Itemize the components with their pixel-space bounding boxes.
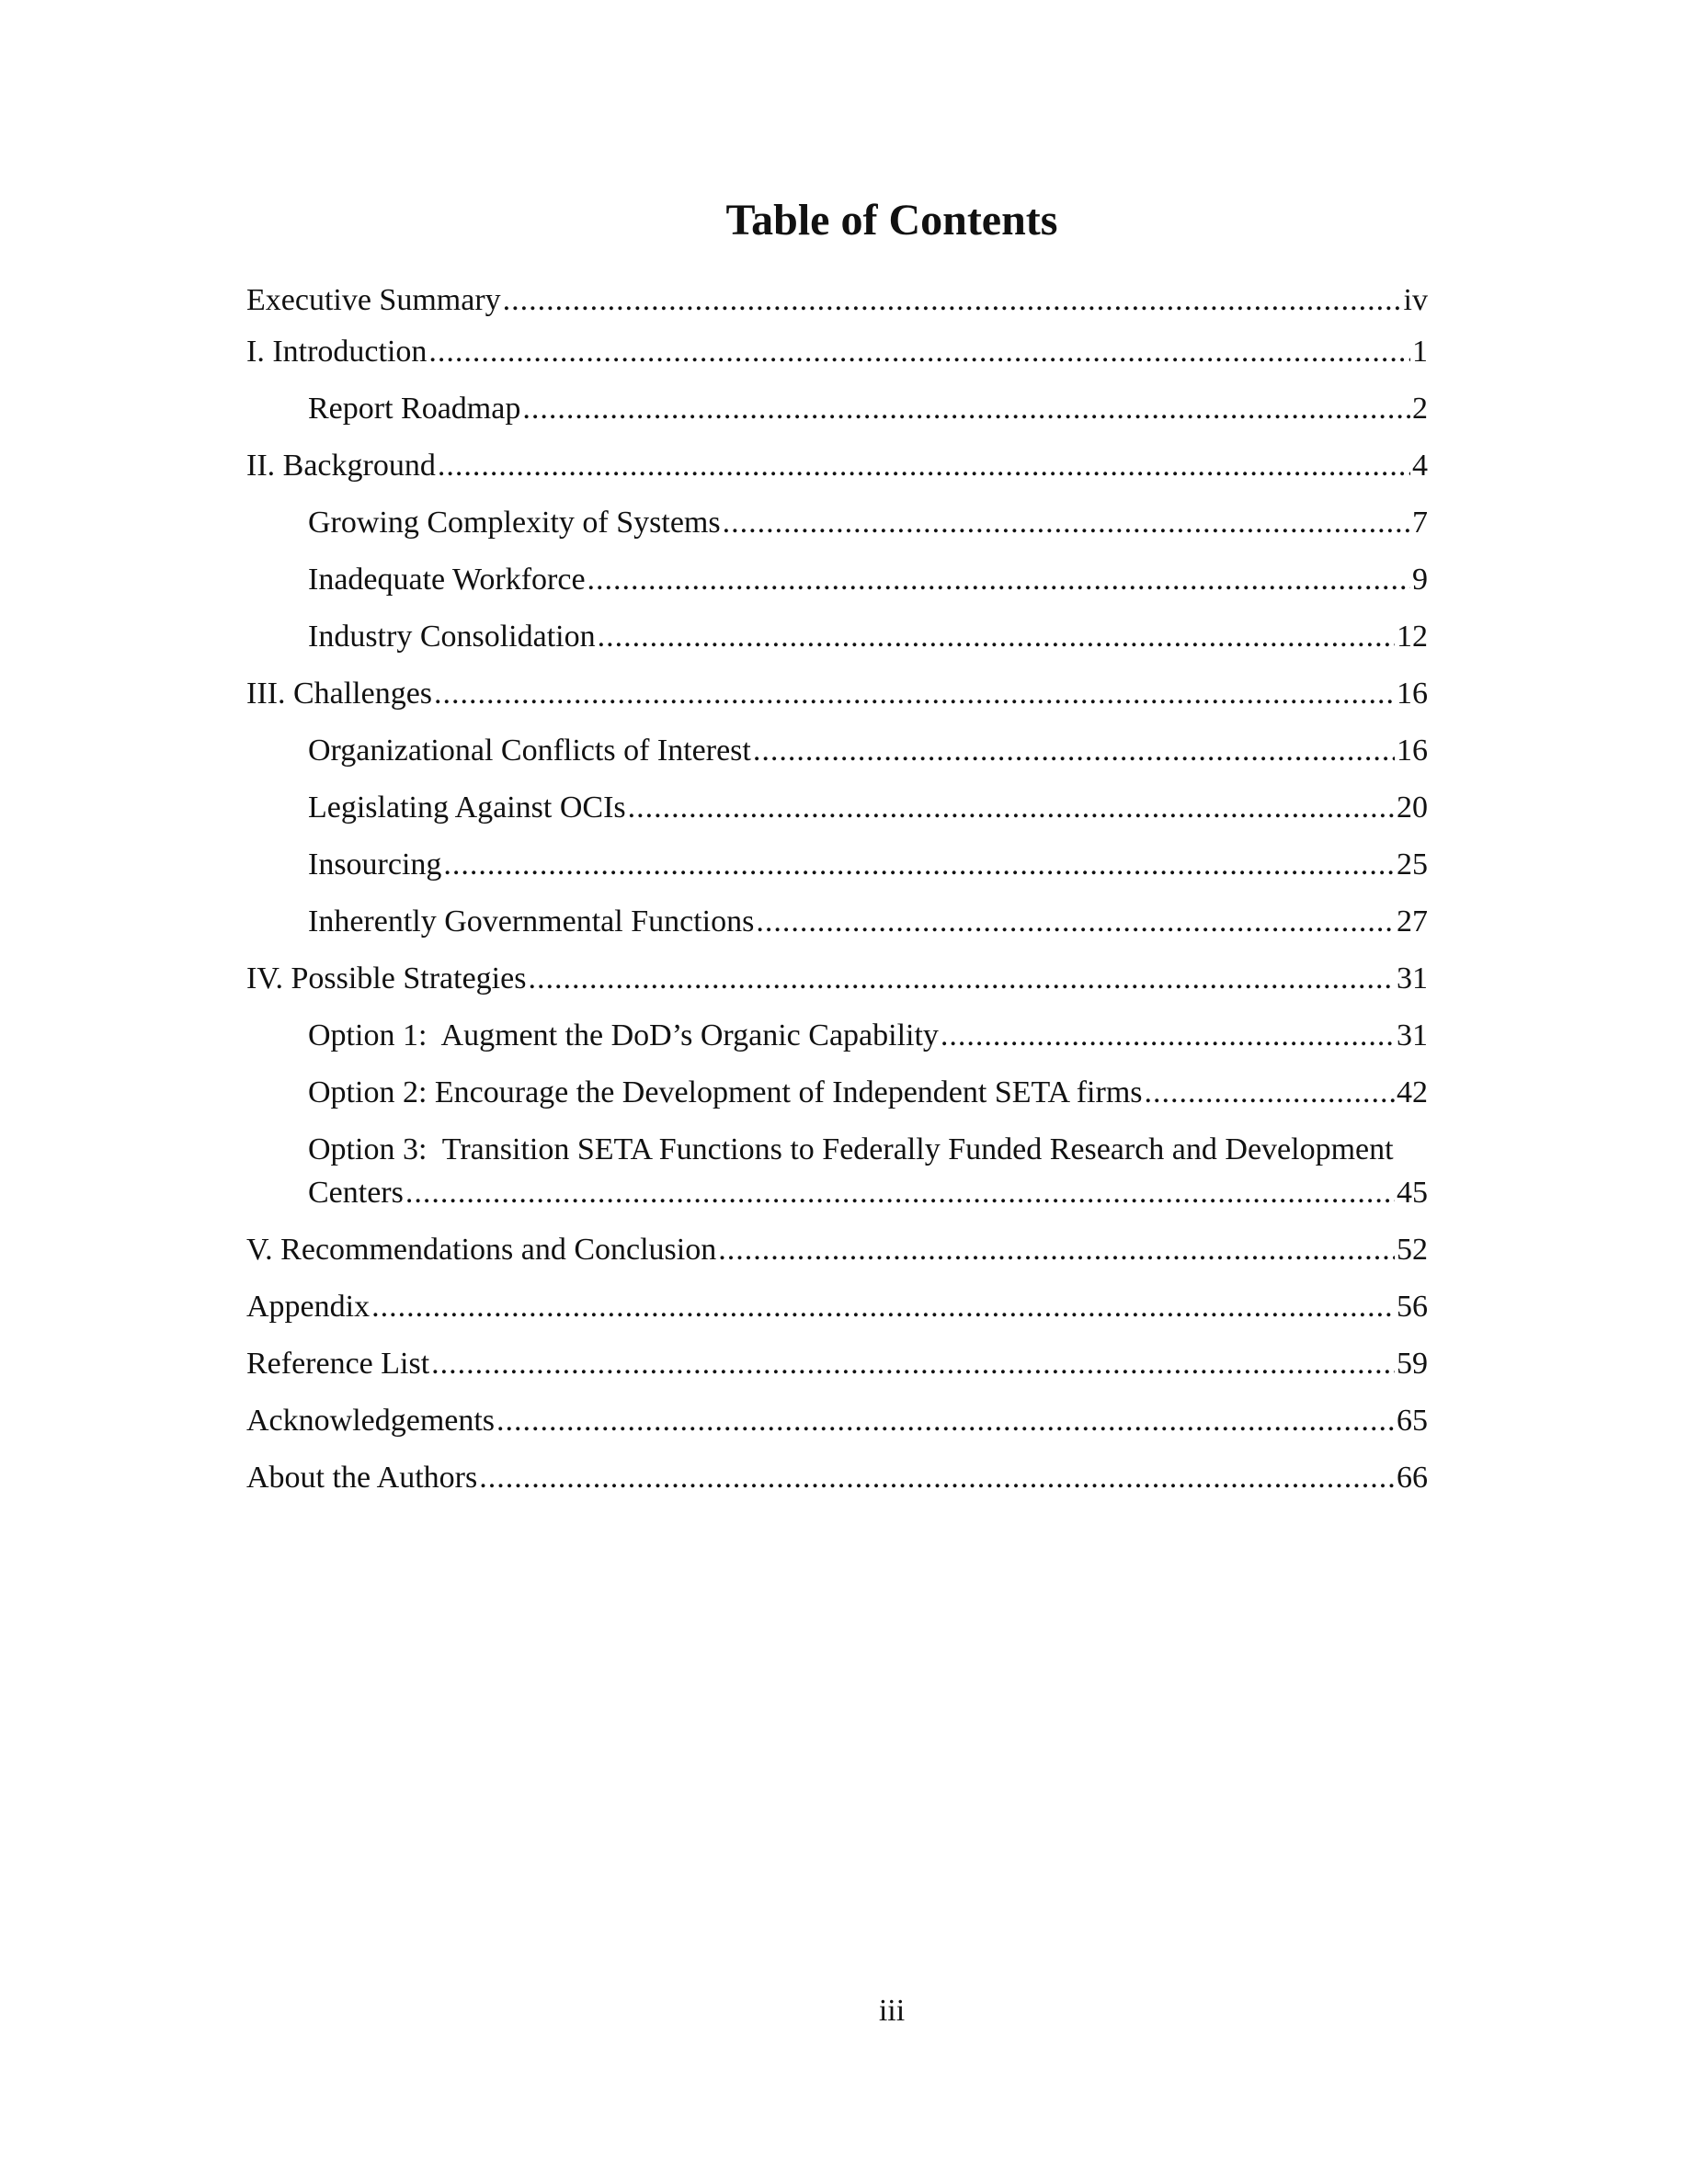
toc-entry-page-number: 16	[1397, 734, 1428, 768]
toc-entry-page-number: 52	[1397, 1233, 1428, 1267]
dot-leader	[941, 1018, 1395, 1054]
toc-entry-page-number: 66	[1397, 1461, 1428, 1495]
dot-leader	[503, 282, 1402, 319]
toc-entry-page-number: 16	[1397, 677, 1428, 711]
toc-entry-page-number: 1	[1412, 335, 1428, 369]
toc-entry-report-roadmap[interactable]	[308, 391, 1428, 427]
toc-entry-page-number: 9	[1412, 563, 1428, 597]
dot-leader	[528, 961, 1395, 997]
dot-leader	[479, 1460, 1395, 1496]
toc-entry-inherently-governmental[interactable]	[308, 904, 1428, 940]
dot-leader	[756, 904, 1395, 940]
toc-entry-possible-strategies[interactable]	[246, 961, 1428, 997]
toc-entry-label: Option 2: Encourage the Development of Independent SETA firms	[308, 1075, 1143, 1109]
toc-entry-page-number: 31	[1397, 961, 1428, 995]
toc-entry-label: IV. Possible Strategies	[246, 961, 527, 995]
toc-entry-label: Inadequate Workforce	[308, 563, 586, 597]
toc-entry-page-number: 4	[1412, 449, 1428, 483]
toc-entry-label: Industry Consolidation	[308, 620, 596, 654]
dot-leader	[598, 619, 1395, 655]
dot-leader	[1145, 1075, 1396, 1111]
dot-leader	[371, 1289, 1395, 1325]
toc-entry-inadequate-workforce[interactable]	[308, 562, 1428, 598]
toc-entry-appendix[interactable]	[246, 1289, 1428, 1325]
toc-entry-legislating-against-ocis[interactable]	[308, 790, 1428, 826]
toc-entry-page-number: 56	[1397, 1290, 1428, 1324]
toc-entry-page-number: iv	[1403, 283, 1428, 317]
toc-entry-label: Reference List	[246, 1347, 430, 1381]
toc-entry-label: Growing Complexity of Systems	[308, 506, 721, 540]
page-number: iii	[878, 1994, 906, 2028]
toc-entry-label: Executive Summary	[246, 283, 501, 317]
dot-leader	[431, 1346, 1395, 1382]
toc-entry-label: I. Introduction	[246, 335, 428, 369]
dot-leader	[628, 790, 1395, 826]
toc-entry-recommendations[interactable]	[246, 1232, 1428, 1268]
dot-leader	[723, 505, 1410, 541]
toc-entry-label: Organizational Conflicts of Interest	[308, 734, 751, 768]
toc-entry-page-number: 31	[1397, 1018, 1428, 1052]
toc-entry-introduction[interactable]	[246, 334, 1428, 370]
dot-leader	[443, 847, 1395, 883]
toc-entry-label: III. Challenges	[246, 677, 433, 711]
toc-entry-label: Acknowledgements	[246, 1404, 496, 1438]
toc-entry-page-number: 42	[1397, 1075, 1428, 1109]
toc-entry-page-number: 65	[1397, 1404, 1428, 1438]
toc-entry-page-number: 25	[1397, 847, 1428, 882]
toc-entry-challenges[interactable]	[246, 676, 1428, 712]
dot-leader	[718, 1232, 1395, 1268]
toc-entry-label: Report Roadmap	[308, 392, 521, 426]
toc-entry-page-number: 20	[1397, 791, 1428, 825]
toc-entry-label: II. Background	[246, 449, 436, 483]
toc-entry-page-number: 2	[1412, 392, 1428, 426]
toc-entry-option-3[interactable]	[308, 1132, 1428, 1211]
toc-entry-organizational-conflicts[interactable]	[308, 733, 1428, 769]
toc-entry-page-number: 27	[1397, 904, 1428, 938]
page-title: Table of Contents	[725, 196, 1058, 245]
toc-entry-page-number: 59	[1397, 1347, 1428, 1381]
dot-leader	[496, 1403, 1395, 1439]
toc-entry-page-number: 45	[1397, 1176, 1428, 1210]
dot-leader	[405, 1175, 1395, 1211]
dot-leader	[438, 448, 1410, 484]
dot-leader	[522, 391, 1410, 427]
toc-entry-label: Inherently Governmental Functions	[308, 904, 755, 938]
toc-entry-label-line-1: Option 3: Transition SETA Functions to Federally Funded Research and Development	[308, 1132, 1394, 1166]
toc-entry-insourcing[interactable]	[308, 847, 1428, 883]
toc-entry-label: V. Recommendations and Conclusion	[246, 1233, 717, 1267]
toc-entry-background[interactable]	[246, 448, 1428, 484]
toc-entry-label: About the Authors	[246, 1461, 478, 1495]
toc-entry-about-the-authors[interactable]	[246, 1460, 1428, 1496]
dot-leader	[428, 334, 1410, 370]
toc-entry-label-line-2: Centers	[308, 1176, 404, 1210]
toc-entry-option-2[interactable]	[308, 1075, 1428, 1111]
toc-entry-label: Option 1: Augment the DoD’s Organic Capability	[308, 1018, 939, 1052]
toc-entry-label: Insourcing	[308, 847, 442, 882]
toc-entry-label: Legislating Against OCIs	[308, 791, 626, 825]
toc-entry-label: Appendix	[246, 1290, 371, 1324]
toc-entry-page-number: 7	[1412, 506, 1428, 540]
toc-entry-reference-list[interactable]	[246, 1346, 1428, 1382]
dot-leader	[753, 733, 1395, 769]
dot-leader	[434, 676, 1395, 712]
toc-entry-growing-complexity[interactable]	[308, 505, 1428, 541]
toc-entry-industry-consolidation[interactable]	[308, 619, 1428, 655]
toc-entry-page-number: 12	[1397, 620, 1428, 654]
toc-entry-acknowledgements[interactable]	[246, 1403, 1428, 1439]
toc-entry-executive-summary[interactable]	[246, 282, 1428, 319]
dot-leader	[587, 562, 1410, 598]
toc-entry-option-1[interactable]	[308, 1018, 1428, 1054]
